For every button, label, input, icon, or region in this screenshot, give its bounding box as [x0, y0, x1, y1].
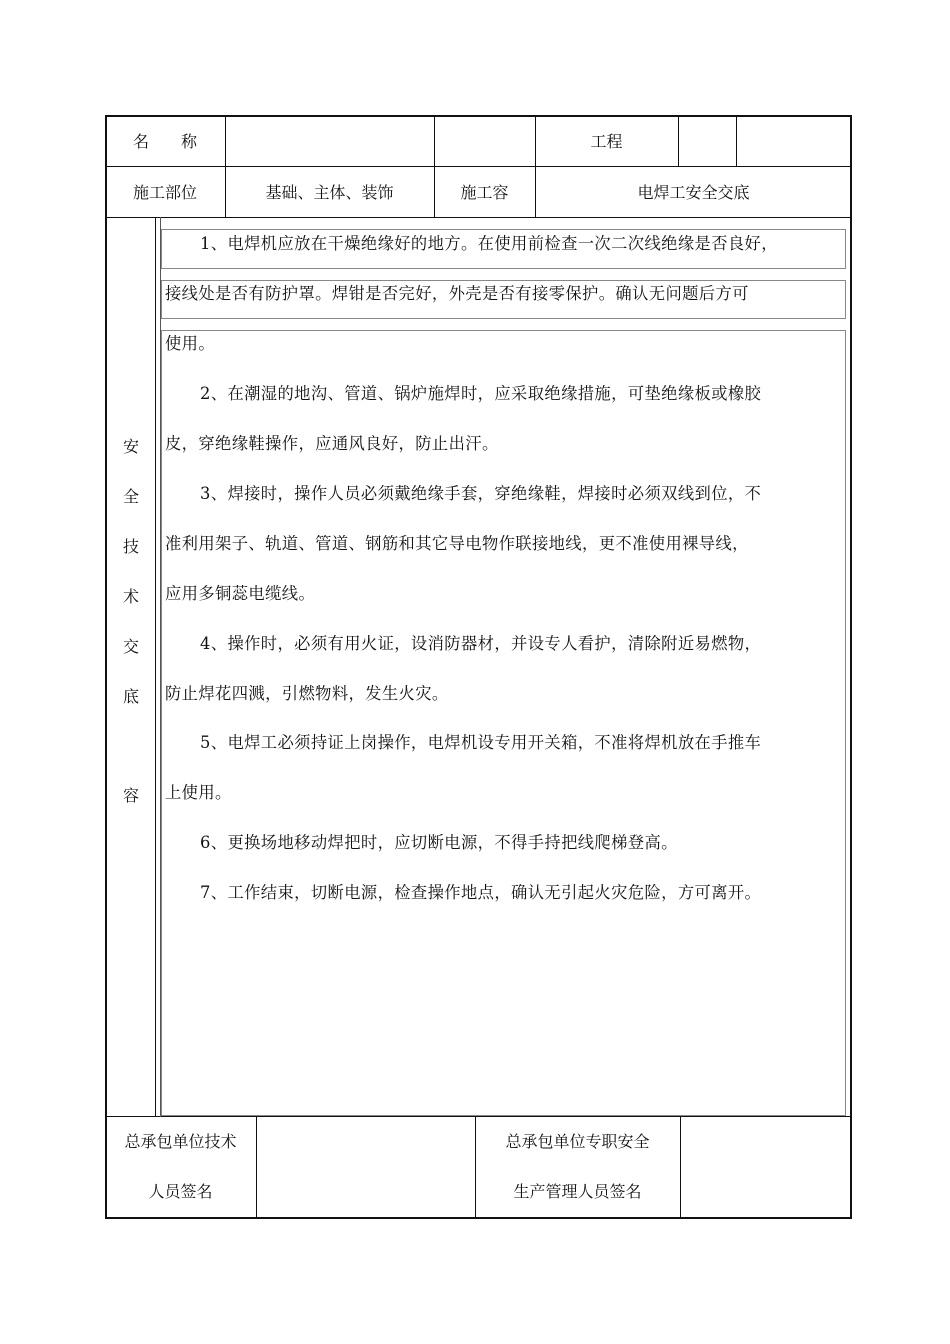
content-line: 接线处是否有防护罩。焊钳是否完好，外壳是否有接零保护。确认无问题后方可 [165, 284, 749, 303]
side-label-char: 底 [122, 687, 139, 706]
content-line: 6、更换场地移动焊把时，应切断电源，不得手持把线爬梯登高。 [200, 833, 678, 852]
content-line: 5、电焊工必须持证上岗操作，电焊机设专用开关箱，不准将焊机放在手推车 [200, 733, 762, 752]
content-label: 施工容 [460, 183, 509, 202]
content-value: 电焊工安全交底 [637, 183, 750, 202]
col-divider [678, 115, 679, 167]
row-divider-1 [105, 166, 852, 167]
content-line: 7、工作结束，切断电源，检查操作地点，确认无引起火灾危险，方可离开。 [200, 883, 762, 902]
safety-signer-label: 总承包单位专职安全 [505, 1132, 650, 1151]
content-line: 上使用。 [165, 783, 232, 802]
side-label-char: 术 [122, 587, 139, 606]
row-divider-2 [105, 217, 852, 218]
col-divider [155, 217, 156, 1117]
row-divider-3 [105, 1116, 852, 1117]
tech-signature-field[interactable] [257, 1118, 474, 1216]
content-line: 4、操作时，必须有用火证，设消防器材，并设专人看护，清除附近易燃物， [200, 634, 762, 653]
safety-signer-label: 生产管理人员签名 [513, 1182, 642, 1201]
content-line: 1、电焊机应放在干燥绝缘好的地方。在使用前检查一次二次线绝缘是否良好， [200, 234, 778, 253]
tech-signer-label: 总承包单位技术 [124, 1132, 237, 1151]
safety-signature-field[interactable] [681, 1118, 850, 1216]
content-line: 准利用架子、轨道、管道、钢筋和其它导电物作联接地线，更不准使用裸导线， [165, 534, 749, 553]
side-label-char: 容 [122, 786, 139, 805]
content-line: 使用。 [165, 334, 216, 353]
side-label-char: 交 [122, 637, 139, 656]
col-divider [736, 115, 737, 167]
location-value: 基础、主体、装饰 [265, 183, 394, 202]
content-line: 应用多铜蕊电缆线。 [165, 584, 316, 603]
name-label: 名 称 [132, 132, 197, 151]
location-label: 施工部位 [132, 183, 197, 202]
side-label-char: 技 [122, 537, 139, 556]
content-line: 3、焊接时，操作人员必须戴绝缘手套，穿绝缘鞋，焊接时必须双线到位，不 [200, 484, 762, 503]
side-label-char: 安 [122, 437, 139, 456]
content-line: 防止焊花四溅，引燃物料，发生火灾。 [165, 684, 449, 703]
side-label-char: 全 [122, 487, 139, 506]
tech-signer-label: 人员签名 [148, 1182, 213, 1201]
project-label: 工程 [590, 132, 623, 151]
content-line: 2、在潮湿的地沟、管道、锅炉施焊时，应采取绝缘措施，可垫绝缘板或橡胶 [200, 384, 762, 403]
content-line: 皮，穿绝缘鞋操作，应通风良好，防止出汗。 [165, 434, 499, 453]
